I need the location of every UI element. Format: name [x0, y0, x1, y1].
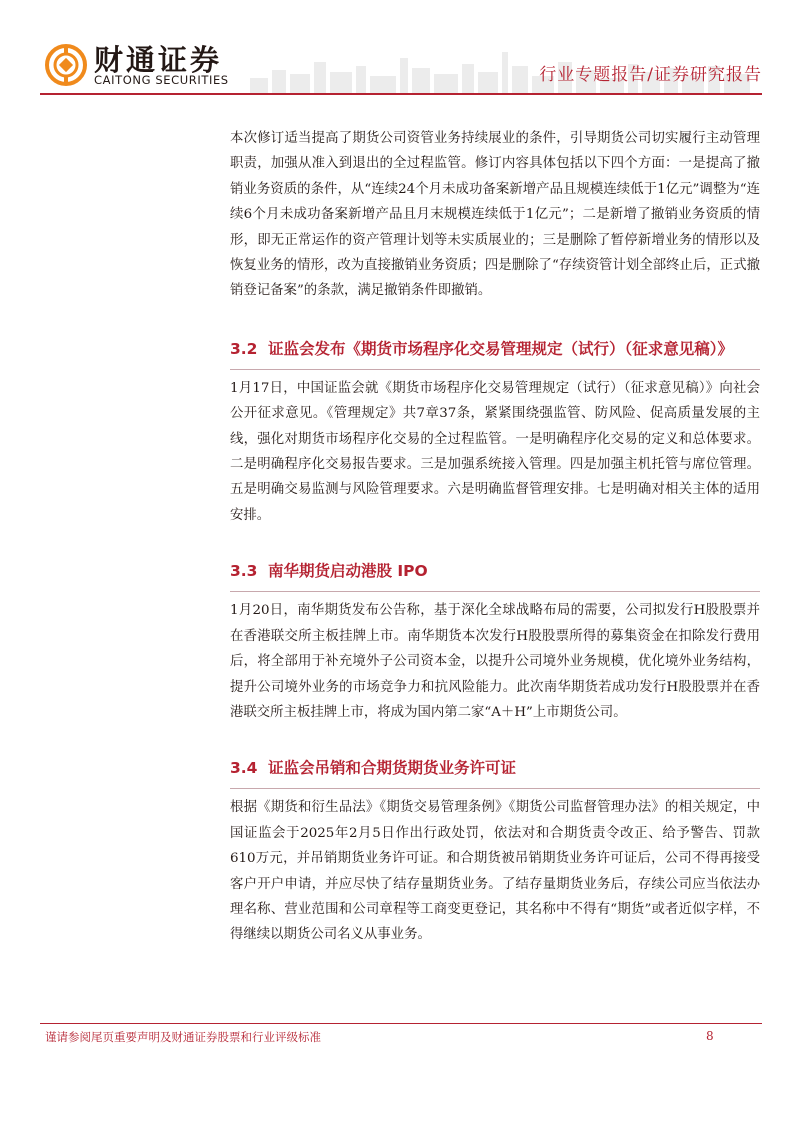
section-body: 1月20日，南华期货发布公告称，基于深化全球战略布局的需要，公司拟发行H股股票并在香港联交所主板挂牌上市。南华期货本次发行H股股票所得的募集资金在扣除发行费用后，将全部用于补充境外子公司资本金，以提升公司境外业务规模，优化境外业务结构，提升公司境外业务的市场竞争力和抗风险能力。此次南华期货若成功发行H股股票并在香港联交所主板挂牌上市，将成为国内第二家“A＋H”上市期货公司。: [230, 603, 760, 720]
section-divider: [230, 369, 760, 370]
main-content: [230, 126, 760, 948]
section-heading: [230, 757, 760, 779]
report-type-label: 行业专题报告/证券研究报告: [539, 65, 762, 85]
intro-paragraph: 本次修订适当提高了期货公司资管业务持续展业的条件，引导期货公司切实履行主动管理职责，加强从准入到退出的全过程监管。修订内容具体包括以下四个方面：一是提高了撤销业务资质的条件，从“连续24个月未成功备案新增产品且规模连续低于1亿元”调整为“连续6个月未成功备案新增产品且月末规模连续低于1亿元”；二是新增了撤销业务资质的情形，即无正常运作的资产管理计划等未实质展业的；三是删除了暂停新增业务的情形以及恢复业务的情形，改为直接撤销业务资质；四是删除了“存续资管计划全部终止后，正式撤销登记备案”的条款，满足撤销条件即撤销。: [230, 131, 760, 299]
caitong-logo-icon: [45, 44, 87, 86]
brand-name-cn: 财通证券: [94, 43, 223, 77]
section-heading: [230, 560, 760, 582]
section-3-4: [230, 757, 760, 947]
brand-name-en: CAITONG SECURITIES: [94, 73, 229, 87]
footer-divider: [40, 1023, 762, 1024]
header-divider: [40, 93, 762, 95]
section-body: 根据《期货和衍生品法》《期货交易管理条例》《期货公司监督管理办法》的相关规定，中国证监会于2025年2月5日作出行政处罚，依法对和合期货责令改正、给予警告、罚款610万元，并吊销期货业务许可证。和合期货被吊销期货业务许可证后，公司不得再接受客户开户申请，并应尽快了结存量期货业务。了结存量期货业务后，存续公司应当依法办理名称、营业范围和公司章程等工商变更登记，其名称中不得有“期货”或者近似字样，不得继续以期货公司名义从事业务。: [230, 800, 760, 943]
section-heading: [230, 338, 760, 360]
footer-disclaimer: 谨请参阅尾页重要声明及财通证券股票和行业评级标准: [45, 1030, 321, 1044]
section-number: 3.4: [230, 759, 258, 778]
section-3-3: [230, 560, 760, 725]
section-divider: [230, 591, 760, 592]
section-number: 3.3: [230, 562, 258, 581]
page-number: 8: [706, 1029, 714, 1043]
section-number: 3.2: [230, 339, 258, 358]
section-body: 1月17日，中国证监会就《期货市场程序化交易管理规定（试行）（征求意见稿）》向社会公开征求意见。《管理规定》共7章37条，紧紧围绕强监管、防风险、促高质量发展的主线，强化对期货市场程序化交易的全过程监管。一是明确程序化交易的定义和总体要求。二是明确程序化交易报告要求。三是加强系统接入管理。四是加强主机托管与席位管理。五是明确交易监测与风险管理要求。六是明确监督管理安排。七是明确对相关主体的适用安排。: [230, 380, 760, 523]
section-divider: [230, 788, 760, 789]
section-title: 南华期货启动港股 IPO: [268, 562, 428, 581]
section-title: 证监会吊销和合期货期货业务许可证: [268, 759, 517, 778]
section-3-2: [230, 338, 760, 528]
section-title: 证监会发布《期货市场程序化交易管理规定（试行）（征求意见稿）》: [268, 339, 734, 358]
page-header: [0, 0, 802, 112]
